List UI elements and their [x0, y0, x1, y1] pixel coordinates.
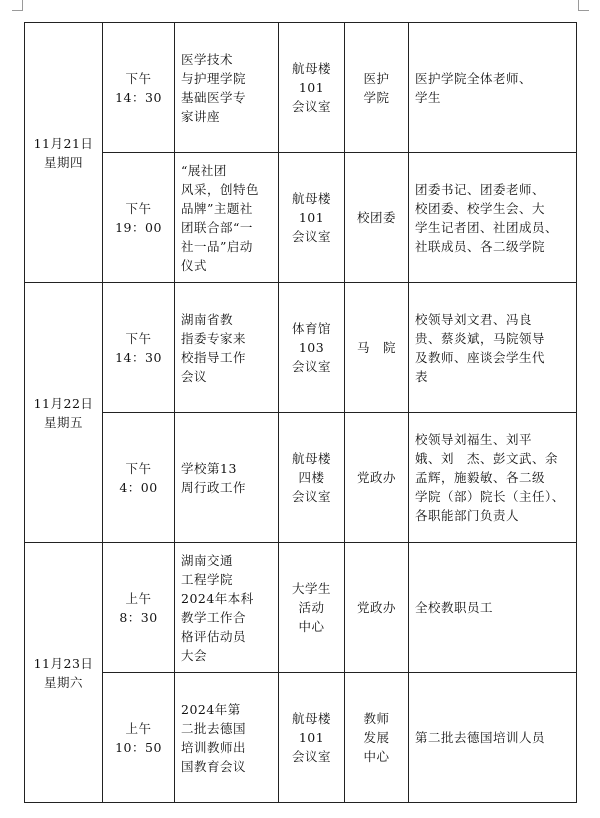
time-cell: [103, 23, 175, 153]
time-line: 10：50: [115, 739, 162, 755]
event-line: 格评估动员: [181, 628, 247, 644]
event-line: 培训教师出: [181, 739, 247, 755]
schedule-table: [24, 22, 577, 803]
event-line: 大会: [181, 647, 208, 663]
time-line: 上午: [125, 720, 152, 736]
event-line: 工程学院: [181, 571, 234, 587]
time-cell: [103, 673, 175, 803]
organizer-cell: [345, 153, 409, 283]
venue-line: 103: [298, 340, 325, 355]
table-row: [25, 673, 577, 803]
attendees-line: 及教师、座谈会学生代: [415, 349, 546, 365]
schedule-body: [25, 23, 577, 803]
venue-line: 会议室: [291, 99, 331, 114]
event-line: 学校第13: [181, 460, 237, 476]
attendees-line: 校团委、校学生会、大: [415, 200, 546, 216]
venue-line: 航母楼: [291, 191, 331, 206]
attendees-line: 全校教职员工: [415, 600, 494, 615]
date-line: 11月22日: [33, 395, 94, 411]
time-line: 上午: [125, 590, 152, 606]
attendees-line: 学生: [415, 89, 442, 105]
venue-line: 航母楼: [291, 451, 331, 466]
date-line: 11月23日: [33, 655, 94, 671]
attendees-cell: [409, 543, 577, 673]
table-row: [25, 153, 577, 283]
attendees-line: 校领导刘福生、刘平: [415, 432, 533, 447]
organizer-cell: [345, 283, 409, 413]
time-line: 19：00: [115, 219, 162, 235]
event-line: 2024年第: [181, 701, 241, 717]
venue-cell: [279, 23, 345, 153]
venue-cell: [279, 153, 345, 283]
venue-line: 会议室: [291, 229, 331, 244]
event-line: 湖南省教: [181, 311, 234, 327]
attendees-line: 学生记者团、社团成员、: [415, 219, 559, 235]
venue-line: 101: [298, 730, 325, 745]
event-cell: [175, 153, 279, 283]
event-line: 风采，创特色: [181, 181, 260, 197]
date-line: 星期六: [43, 674, 83, 690]
event-cell: [175, 673, 279, 803]
time-line: 14：30: [115, 349, 162, 365]
time-line: 下午: [125, 330, 152, 346]
event-line: 周行政工作: [181, 479, 247, 495]
event-line: 家讲座: [181, 108, 221, 124]
organizer-line: 教师: [363, 711, 390, 726]
date-cell: [25, 23, 103, 283]
time-cell: [103, 413, 175, 543]
attendees-line: 孟辉，施毅敏、各二级: [415, 470, 546, 485]
date-line: 星期五: [43, 414, 83, 430]
event-line: 指委专家来: [181, 330, 247, 346]
organizer-line: 校团委: [356, 210, 396, 225]
venue-line: 四楼: [298, 470, 325, 485]
event-line: 团联合部“一: [181, 219, 253, 235]
venue-cell: [279, 283, 345, 413]
date-cell: [25, 283, 103, 543]
event-cell: [175, 413, 279, 543]
venue-line: 会议室: [291, 489, 331, 504]
venue-line: 体育馆: [291, 321, 331, 336]
venue-line: 中心: [298, 619, 325, 634]
time-line: 下午: [125, 460, 152, 476]
event-line: 会议: [181, 368, 208, 384]
time-line: 14：30: [115, 89, 162, 105]
organizer-line: 党政办: [356, 470, 396, 485]
venue-cell: [279, 673, 345, 803]
event-line: 2024年本科: [181, 590, 254, 606]
event-cell: [175, 543, 279, 673]
table-row: [25, 283, 577, 413]
time-line: 下午: [125, 70, 152, 86]
organizer-cell: [345, 23, 409, 153]
attendees-line: 贵、蔡炎斌，马院领导: [415, 330, 546, 346]
time-line: 8：30: [119, 609, 158, 625]
venue-line: 101: [298, 80, 325, 95]
table-row: [25, 413, 577, 543]
event-line: 社一品”启动: [181, 238, 253, 254]
time-line: 下午: [125, 200, 152, 216]
event-line: 国教育会议: [181, 758, 247, 774]
organizer-line: 学院: [363, 89, 390, 105]
attendees-cell: [409, 23, 577, 153]
date-cell: [25, 543, 103, 803]
event-line: 医学技术: [181, 51, 234, 67]
event-line: 基础医学专: [181, 89, 247, 105]
event-cell: [175, 23, 279, 153]
venue-line: 航母楼: [291, 711, 331, 726]
attendees-line: 娥、刘 杰、彭文武、余: [415, 451, 559, 466]
venue-line: 会议室: [291, 359, 331, 374]
event-line: 湖南交通: [181, 552, 234, 568]
organizer-line: 医护: [363, 70, 390, 86]
event-line: 校指导工作: [181, 349, 247, 365]
organizer-line: 中心: [363, 749, 390, 764]
attendees-line: 社联成员、各二级学院: [415, 238, 546, 254]
left-margin-mark: [12, 0, 23, 11]
organizer-cell: [345, 673, 409, 803]
event-line: 品牌”主题社: [181, 200, 253, 216]
attendees-cell: [409, 673, 577, 803]
attendees-cell: [409, 283, 577, 413]
date-line: 星期四: [43, 154, 83, 170]
event-line: 仪式: [181, 257, 208, 273]
time-cell: [103, 543, 175, 673]
venue-line: 活动: [298, 600, 325, 615]
attendees-line: 学院（部）院长（主任）、: [415, 489, 565, 504]
event-line: 二批去德国: [181, 720, 247, 736]
event-line: 与护理学院: [181, 70, 247, 86]
table-row: [25, 543, 577, 673]
event-line: 教学工作合: [181, 609, 247, 625]
venue-cell: [279, 543, 345, 673]
attendees-line: 校领导刘文君、冯良: [415, 311, 533, 327]
attendees-line: 团委书记、团委老师、: [415, 181, 546, 197]
time-cell: [103, 283, 175, 413]
attendees-cell: [409, 153, 577, 283]
time-line: 4：00: [119, 479, 158, 495]
venue-line: 101: [298, 210, 325, 225]
attendees-cell: [409, 413, 577, 543]
venue-line: 大学生: [291, 581, 331, 596]
organizer-cell: [345, 413, 409, 543]
attendees-line: 医护学院全体老师、: [415, 70, 533, 86]
attendees-line: 各职能部门负责人: [415, 508, 520, 523]
organizer-line: 党政办: [356, 600, 396, 615]
right-margin-mark: [578, 0, 589, 11]
venue-line: 会议室: [291, 749, 331, 764]
attendees-line: 第二批去德国培训人员: [415, 730, 546, 745]
event-cell: [175, 283, 279, 413]
venue-cell: [279, 413, 345, 543]
attendees-line: 表: [415, 368, 429, 384]
organizer-line: 马 院: [356, 340, 396, 355]
organizer-cell: [345, 543, 409, 673]
time-cell: [103, 153, 175, 283]
organizer-line: 发展: [363, 730, 390, 745]
date-line: 11月21日: [33, 135, 94, 151]
event-line: “展社团: [181, 162, 227, 178]
venue-line: 航母楼: [291, 61, 331, 76]
table-row: [25, 23, 577, 153]
